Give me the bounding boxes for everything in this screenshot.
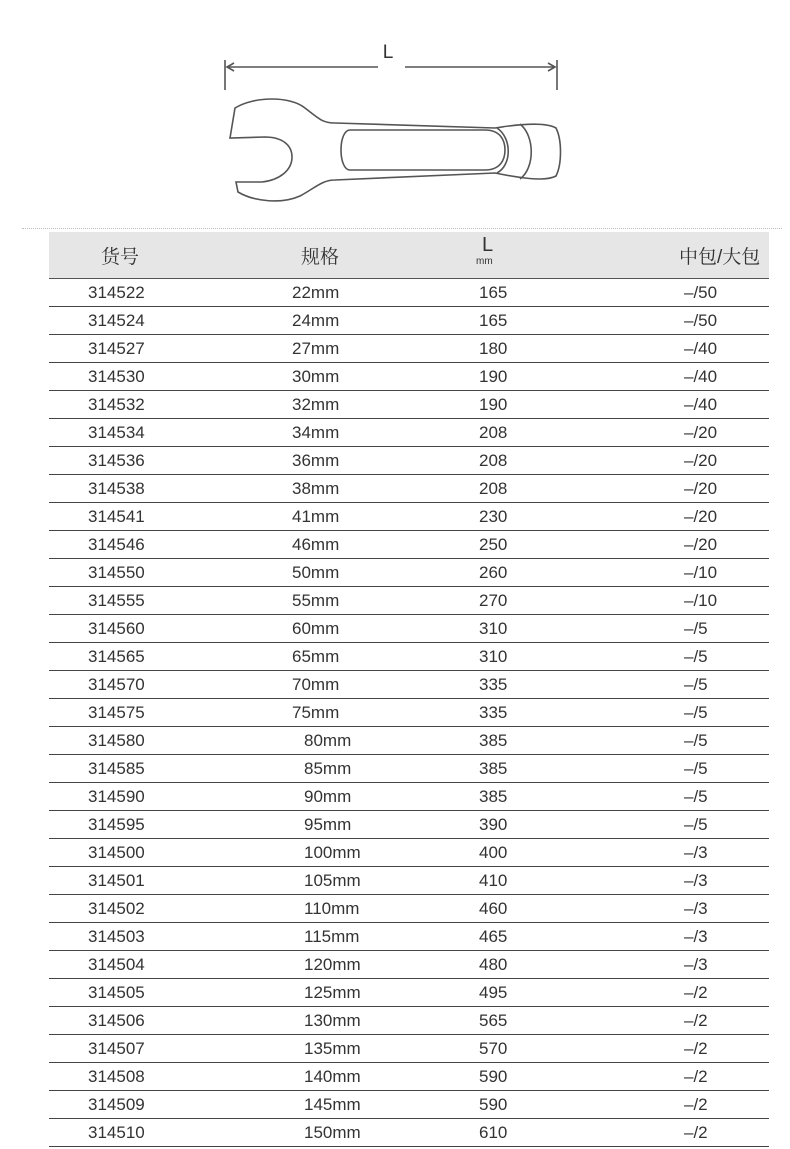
table-row: [49, 867, 769, 895]
cell-size: 70mm: [189, 671, 454, 699]
cell-code: 314524: [49, 307, 189, 335]
cell-length: 208: [454, 447, 554, 475]
cell-pack: –/5: [554, 727, 769, 755]
cell-size: 30mm: [189, 363, 454, 391]
cell-size: 135mm: [189, 1035, 454, 1063]
table-row: [49, 615, 769, 643]
cell-pack: –/20: [554, 447, 769, 475]
cell-pack: –/20: [554, 503, 769, 531]
table-row: [49, 475, 769, 503]
dimension-label: L: [382, 42, 394, 63]
header-code: 货号: [49, 232, 189, 279]
cell-code: 314510: [49, 1119, 189, 1147]
table-row: [49, 1091, 769, 1119]
cell-code: 314538: [49, 475, 189, 503]
table-row: [49, 727, 769, 755]
cell-length: 385: [454, 755, 554, 783]
cell-code: 314508: [49, 1063, 189, 1091]
cell-size: 90mm: [189, 783, 454, 811]
cell-pack: –/5: [554, 811, 769, 839]
cell-code: 314565: [49, 643, 189, 671]
cell-length: 165: [454, 279, 554, 307]
cell-size: 27mm: [189, 335, 454, 363]
cell-length: 310: [454, 615, 554, 643]
cell-pack: –/20: [554, 419, 769, 447]
cell-code: 314532: [49, 391, 189, 419]
cell-code: 314500: [49, 839, 189, 867]
cell-length: 610: [454, 1119, 554, 1147]
cell-size: 125mm: [189, 979, 454, 1007]
cell-length: 400: [454, 839, 554, 867]
table-row: [49, 951, 769, 979]
cell-size: 95mm: [189, 811, 454, 839]
cell-code: 314585: [49, 755, 189, 783]
table-row: [49, 671, 769, 699]
cell-pack: –/5: [554, 755, 769, 783]
cell-size: 34mm: [189, 419, 454, 447]
cell-pack: –/40: [554, 335, 769, 363]
spec-table: [49, 232, 769, 1147]
cell-length: 260: [454, 559, 554, 587]
cell-code: 314555: [49, 587, 189, 615]
cell-size: 50mm: [189, 559, 454, 587]
table-row: [49, 923, 769, 951]
table-row: [49, 811, 769, 839]
cell-size: 115mm: [189, 923, 454, 951]
table-row: [49, 279, 769, 307]
cell-code: 314580: [49, 727, 189, 755]
cell-code: 314507: [49, 1035, 189, 1063]
cell-code: 314560: [49, 615, 189, 643]
cell-pack: –/2: [554, 1007, 769, 1035]
cell-pack: –/5: [554, 643, 769, 671]
table-row: [49, 783, 769, 811]
cell-length: 385: [454, 727, 554, 755]
cell-length: 230: [454, 503, 554, 531]
table-row: [49, 447, 769, 475]
cell-length: 465: [454, 923, 554, 951]
cell-length: 310: [454, 643, 554, 671]
cell-code: 314570: [49, 671, 189, 699]
cell-size: 60mm: [189, 615, 454, 643]
table-row: [49, 1063, 769, 1091]
cell-pack: –/50: [554, 307, 769, 335]
cell-size: 55mm: [189, 587, 454, 615]
cell-code: 314501: [49, 867, 189, 895]
cell-length: 335: [454, 699, 554, 727]
cell-code: 314541: [49, 503, 189, 531]
cell-pack: –/5: [554, 699, 769, 727]
cell-size: 150mm: [189, 1119, 454, 1147]
cell-pack: –/2: [554, 1119, 769, 1147]
cell-size: 41mm: [189, 503, 454, 531]
cell-code: 314575: [49, 699, 189, 727]
table-row: [49, 419, 769, 447]
cell-length: 190: [454, 391, 554, 419]
cell-pack: –/2: [554, 1063, 769, 1091]
cell-size: 22mm: [189, 279, 454, 307]
cell-pack: –/2: [554, 1091, 769, 1119]
table-row: [49, 1035, 769, 1063]
cell-code: 314527: [49, 335, 189, 363]
table-row: [49, 1007, 769, 1035]
cell-length: 390: [454, 811, 554, 839]
cell-size: 145mm: [189, 1091, 454, 1119]
cell-pack: –/50: [554, 279, 769, 307]
cell-code: 314546: [49, 531, 189, 559]
table-row: [49, 391, 769, 419]
cell-pack: –/40: [554, 391, 769, 419]
cell-length: 208: [454, 475, 554, 503]
cell-size: 120mm: [189, 951, 454, 979]
cell-size: 110mm: [189, 895, 454, 923]
cell-pack: –/3: [554, 895, 769, 923]
cell-size: 80mm: [189, 727, 454, 755]
cell-size: 38mm: [189, 475, 454, 503]
cell-pack: –/20: [554, 475, 769, 503]
cell-length: 208: [454, 419, 554, 447]
wrench-diagram: [0, 0, 790, 225]
cell-pack: –/3: [554, 951, 769, 979]
table-row: [49, 531, 769, 559]
cell-code: 314522: [49, 279, 189, 307]
cell-pack: –/2: [554, 979, 769, 1007]
table-row: [49, 839, 769, 867]
cell-code: 314506: [49, 1007, 189, 1035]
header-length-label: L: [482, 234, 494, 256]
cell-code: 314590: [49, 783, 189, 811]
cell-code: 314595: [49, 811, 189, 839]
cell-pack: –/40: [554, 363, 769, 391]
cell-pack: –/3: [554, 867, 769, 895]
table-row: [49, 643, 769, 671]
cell-code: 314502: [49, 895, 189, 923]
cell-size: 105mm: [189, 867, 454, 895]
table-row: [49, 363, 769, 391]
cell-code: 314530: [49, 363, 189, 391]
cell-length: 495: [454, 979, 554, 1007]
cell-size: 75mm: [189, 699, 454, 727]
cell-length: 480: [454, 951, 554, 979]
cell-length: 460: [454, 895, 554, 923]
cell-length: 180: [454, 335, 554, 363]
header-pack: 中包/大包: [554, 232, 769, 279]
table-row: [49, 503, 769, 531]
cell-code: 314550: [49, 559, 189, 587]
cell-size: 36mm: [189, 447, 454, 475]
table-row: [49, 559, 769, 587]
header-length: [454, 232, 554, 279]
cell-length: 165: [454, 307, 554, 335]
cell-size: 65mm: [189, 643, 454, 671]
cell-length: 190: [454, 363, 554, 391]
cell-code: 314509: [49, 1091, 189, 1119]
cell-length: 250: [454, 531, 554, 559]
cell-length: 565: [454, 1007, 554, 1035]
cell-length: 335: [454, 671, 554, 699]
cell-pack: –/5: [554, 671, 769, 699]
table-row: [49, 587, 769, 615]
cell-length: 570: [454, 1035, 554, 1063]
cell-size: 24mm: [189, 307, 454, 335]
cell-size: 130mm: [189, 1007, 454, 1035]
cell-size: 85mm: [189, 755, 454, 783]
cell-pack: –/5: [554, 615, 769, 643]
header-size: 规格: [189, 232, 454, 279]
cell-pack: –/3: [554, 923, 769, 951]
cell-length: 590: [454, 1091, 554, 1119]
cell-size: 100mm: [189, 839, 454, 867]
table-row: [49, 335, 769, 363]
cell-size: 32mm: [189, 391, 454, 419]
cell-length: 590: [454, 1063, 554, 1091]
cell-code: 314503: [49, 923, 189, 951]
table-header-row: [49, 232, 769, 279]
cell-size: 46mm: [189, 531, 454, 559]
table-row: [49, 979, 769, 1007]
cell-pack: –/3: [554, 839, 769, 867]
cell-code: 314534: [49, 419, 189, 447]
cell-code: 314504: [49, 951, 189, 979]
cell-length: 385: [454, 783, 554, 811]
table-row: [49, 755, 769, 783]
cell-pack: –/2: [554, 1035, 769, 1063]
table-row: [49, 699, 769, 727]
table-row: [49, 895, 769, 923]
cell-length: 270: [454, 587, 554, 615]
cell-code: 314505: [49, 979, 189, 1007]
table-row: [49, 1119, 769, 1147]
cell-pack: –/5: [554, 783, 769, 811]
divider: [22, 228, 782, 229]
table-row: [49, 307, 769, 335]
cell-code: 314536: [49, 447, 189, 475]
header-length-unit: mm: [476, 256, 493, 267]
cell-size: 140mm: [189, 1063, 454, 1091]
cell-pack: –/10: [554, 587, 769, 615]
cell-pack: –/20: [554, 531, 769, 559]
cell-pack: –/10: [554, 559, 769, 587]
cell-length: 410: [454, 867, 554, 895]
